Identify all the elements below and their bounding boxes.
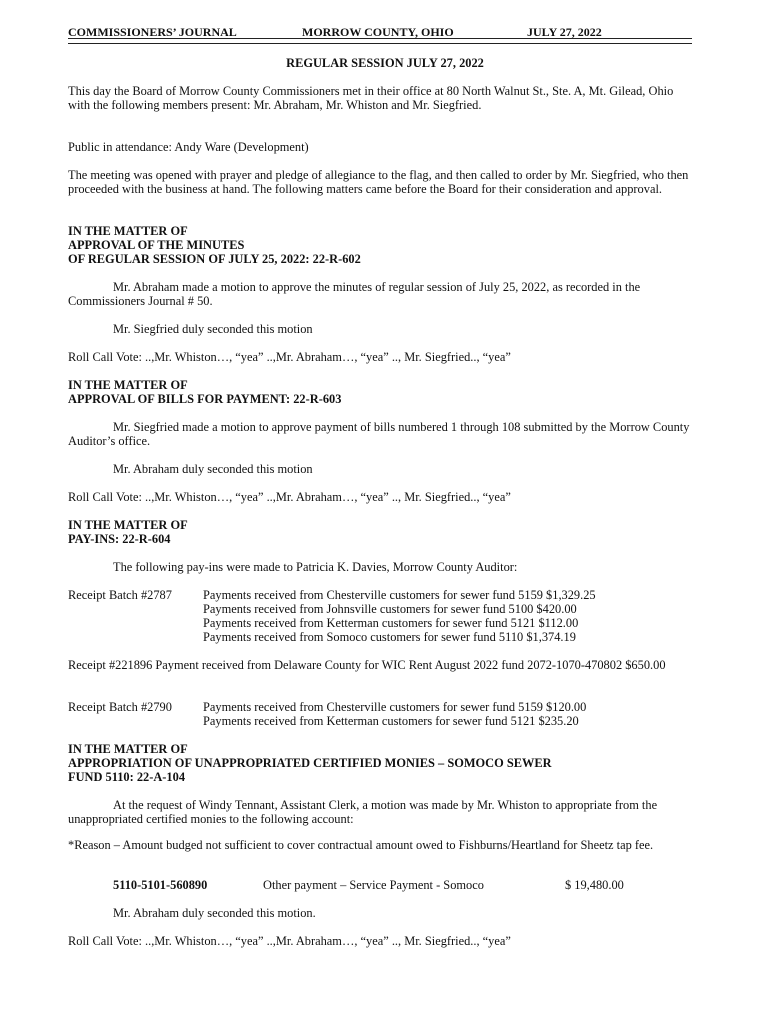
receipt-221896: Receipt #221896 Payment received from Delaware County for WIC Rent August 2022 fund 2072-1070-470802 $650.00 [68, 658, 666, 672]
matter3-heading-line2: PAY-INS: 22-R-604 [68, 532, 171, 546]
matter1-motion: Mr. Abraham made a motion to approve the minutes of regular session of July 25, 2022, as recorded in the Commissioners Journal # 50. [68, 280, 641, 309]
batch1-item: Payments received from Johnsville customers for sewer fund 5100 $420.00 [203, 602, 577, 616]
attendance-paragraph: Public in attendance: Andy Ware (Development) [68, 140, 309, 154]
matter4-request: At the request of Windy Tennant, Assistant Clerk, a motion was made by Mr. Whiston to appropriate from the unappropriated certified monies to the following account: [68, 798, 658, 827]
matter4-roll-call: Roll Call Vote: ..,Mr. Whiston…, “yea” ..,Mr. Abraham…, “yea” .., Mr. Siegfried.., “yea” [68, 934, 511, 948]
batch1-label: Receipt Batch #2787 [68, 588, 172, 602]
matter3-heading-line1: IN THE MATTER OF [68, 518, 188, 532]
journal-title: COMMISSIONERS’ JOURNAL [68, 25, 237, 39]
matter4-heading-line1: IN THE MATTER OF [68, 742, 188, 756]
session-title: REGULAR SESSION JULY 27, 2022 [286, 56, 484, 70]
batch2-item: Payments received from Ketterman customers for sewer fund 5121 $235.20 [203, 714, 579, 728]
batch1-item: Payments received from Somoco customers for sewer fund 5110 $1,374.19 [203, 630, 576, 644]
matter1-heading-line2: APPROVAL OF THE MINUTES [68, 238, 245, 252]
account-description: Other payment – Service Payment - Somoco [263, 878, 484, 892]
matter1-heading-line1: IN THE MATTER OF [68, 224, 188, 238]
intro-paragraph: This day the Board of Morrow County Commissioners met in their office at 80 North Walnut St., Ste. A, Mt. Gilead, Ohio with the following members present: Mr. Abraham, Mr. Whiston and Mr. Siegfried. [68, 84, 674, 113]
payins-lead: The following pay-ins were made to Patricia K. Davies, Morrow County Auditor: [113, 560, 518, 574]
matter2-motion: Mr. Siegfried made a motion to approve payment of bills numbered 1 through 108 submitted by the Morrow County Auditor’s office. [68, 420, 690, 449]
matter2-heading-line2: APPROVAL OF BILLS FOR PAYMENT: 22-R-603 [68, 392, 342, 406]
matter1-roll-call: Roll Call Vote: ..,Mr. Whiston…, “yea” ..,Mr. Abraham…, “yea” .., Mr. Siegfried.., “yea” [68, 350, 511, 364]
opening-paragraph: The meeting was opened with prayer and pledge of allegiance to the flag, and then called to order by Mr. Siegfried, who then proceeded with the business at hand. The following matters came before the Board for their consideration and approval. [68, 168, 689, 197]
matter4-heading-line2: APPROPRIATION OF UNAPPROPRIATED CERTIFIED MONIES – SOMOCO SEWER [68, 756, 552, 770]
matter2-second: Mr. Abraham duly seconded this motion [113, 462, 313, 476]
journal-date: JULY 27, 2022 [527, 25, 602, 39]
matter1-heading-line3: OF REGULAR SESSION OF JULY 25, 2022: 22-R-602 [68, 252, 361, 266]
batch1-item: Payments received from Chesterville customers for sewer fund 5159 $1,329.25 [203, 588, 596, 602]
matter2-heading-line1: IN THE MATTER OF [68, 378, 188, 392]
account-amount: $ 19,480.00 [565, 878, 624, 892]
batch2-label: Receipt Batch #2790 [68, 700, 172, 714]
matter2-roll-call: Roll Call Vote: ..,Mr. Whiston…, “yea” ..,Mr. Abraham…, “yea” .., Mr. Siegfried.., “yea” [68, 490, 511, 504]
matter4-second: Mr. Abraham duly seconded this motion. [113, 906, 316, 920]
account-number: 5110-5101-560890 [113, 878, 208, 892]
matter4-heading-line3: FUND 5110: 22-A-104 [68, 770, 186, 784]
header-rule [68, 38, 692, 44]
matter4-reason: *Reason – Amount budged not sufficient to cover contractual amount owed to Fishburns/Heartland for Sheetz tap fee. [68, 838, 654, 852]
batch1-item: Payments received from Ketterman customers for sewer fund 5121 $112.00 [203, 616, 579, 630]
batch2-item: Payments received from Chesterville customers for sewer fund 5159 $120.00 [203, 700, 587, 714]
matter1-second: Mr. Siegfried duly seconded this motion [113, 322, 313, 336]
county-name: MORROW COUNTY, OHIO [302, 25, 454, 39]
